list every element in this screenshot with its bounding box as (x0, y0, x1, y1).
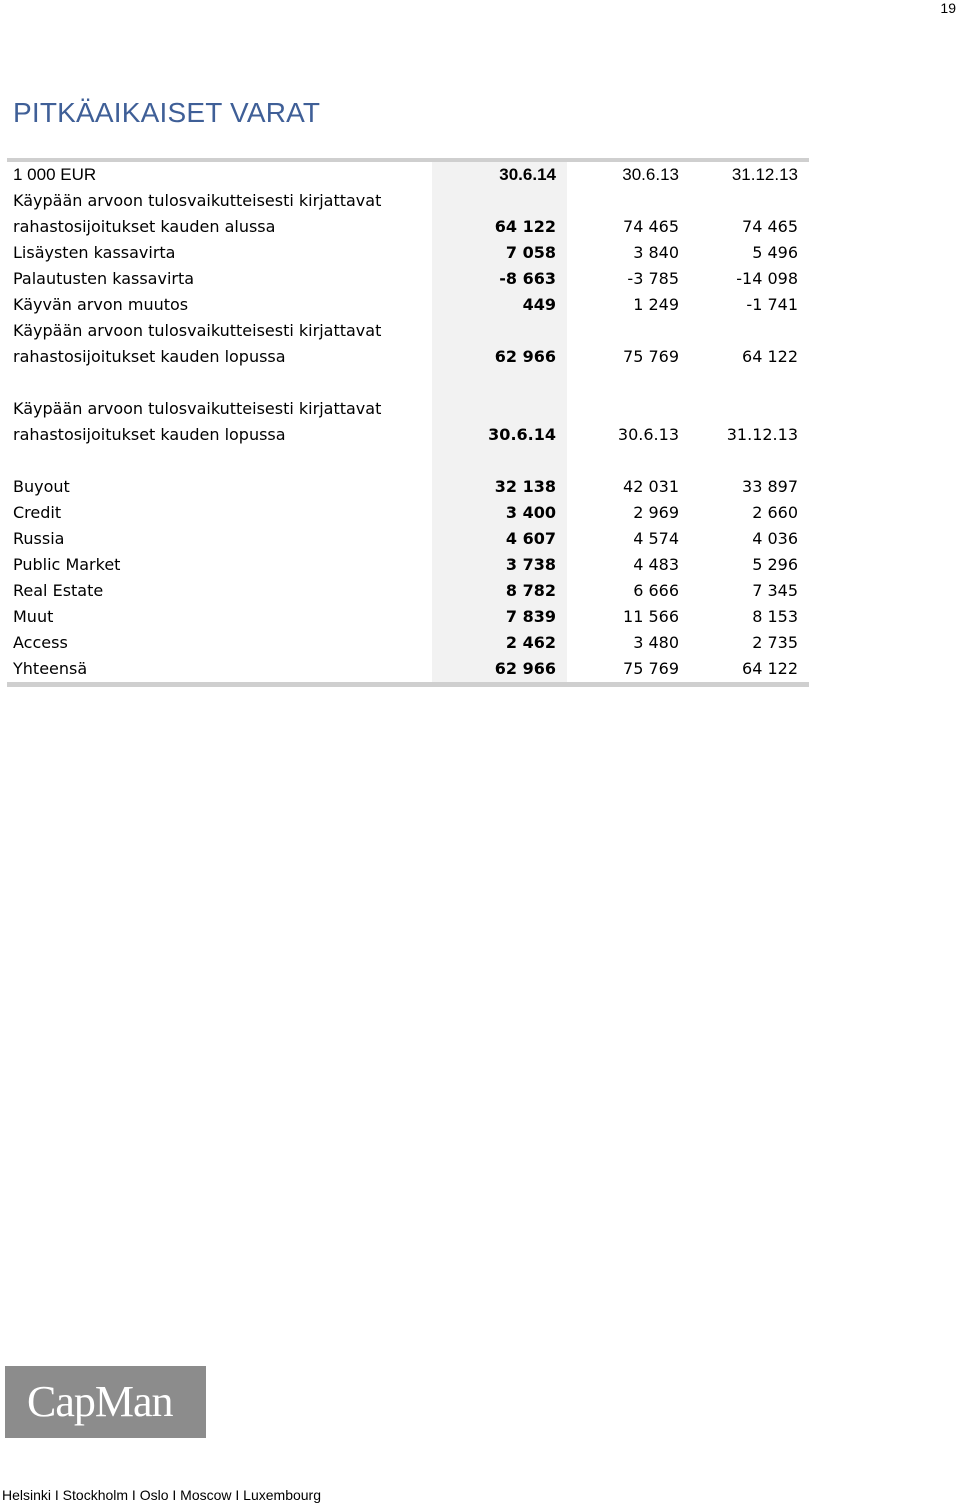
value-30-6-13: 6 666 (633, 581, 679, 600)
row-label: Palautusten kassavirta (13, 269, 195, 288)
table-row (7, 604, 809, 630)
row-label: Käypään arvoon tulosvaikutteisesti kirjattavat (13, 191, 382, 210)
value-30-6-14: 449 (522, 295, 556, 314)
value-30-6-14: 7 839 (505, 607, 556, 626)
value-30-6-14: 62 966 (494, 659, 556, 678)
value-30-6-14: 2 462 (505, 633, 556, 652)
value-31-12-13: -1 741 (746, 295, 798, 314)
value-31-12-13: 64 122 (742, 347, 798, 366)
capman-logo (5, 1366, 206, 1438)
table-row (7, 500, 809, 526)
value-30-6-14: 30.6.14 (488, 425, 556, 444)
table-row (7, 214, 809, 240)
value-30-6-13: 3 840 (633, 243, 679, 262)
value-30-6-13: 42 031 (623, 477, 679, 496)
row-label: 1 000 EUR (13, 165, 97, 184)
value-30-6-14: 7 058 (505, 243, 556, 262)
row-label: Credit (13, 503, 62, 522)
value-30-6-13: 11 566 (623, 607, 679, 626)
value-31-12-13: -14 098 (736, 269, 798, 288)
value-30-6-14: 62 966 (494, 347, 556, 366)
value-31-12-13: 74 465 (742, 217, 798, 236)
table-row (7, 656, 809, 682)
office-locations-footer: Helsinki I Stockholm I Oslo I Moscow I Luxembourg (2, 1487, 322, 1503)
table-row (7, 578, 809, 604)
value-30-6-13: 75 769 (623, 347, 679, 366)
value-31-12-13: 31.12.13 (726, 425, 798, 444)
value-31-12-13: 2 660 (752, 503, 798, 522)
value-30-6-13: -3 785 (627, 269, 679, 288)
value-31-12-13: 2 735 (752, 633, 798, 652)
row-label: Public Market (13, 555, 121, 574)
value-30-6-14: 30.6.14 (499, 165, 556, 184)
row-label: rahastosijoitukset kauden alussa (13, 217, 276, 236)
value-30-6-13: 30.6.13 (622, 165, 679, 184)
table-body (7, 162, 809, 682)
row-label: Real Estate (13, 581, 104, 600)
table-row (7, 526, 809, 552)
value-31-12-13: 4 036 (752, 529, 798, 548)
table-row (7, 370, 809, 396)
table-row (7, 474, 809, 500)
value-30-6-14: 3 738 (505, 555, 556, 574)
table-row (7, 266, 809, 292)
table-row (7, 318, 809, 344)
value-31-12-13: 33 897 (742, 477, 798, 496)
value-30-6-13: 74 465 (623, 217, 679, 236)
table-row (7, 292, 809, 318)
value-30-6-13: 30.6.13 (617, 425, 679, 444)
table-row (7, 396, 809, 422)
row-label: Access (13, 633, 68, 652)
table-row (7, 630, 809, 656)
value-30-6-13: 4 574 (633, 529, 679, 548)
value-30-6-13: 3 480 (633, 633, 679, 652)
row-label: Lisäysten kassavirta (13, 243, 176, 262)
value-30-6-14: 4 607 (505, 529, 556, 548)
value-31-12-13: 31.12.13 (731, 165, 798, 184)
row-label: Käypään arvoon tulosvaikutteisesti kirjattavat (13, 321, 382, 340)
value-30-6-14: -8 663 (499, 269, 556, 288)
value-30-6-13: 1 249 (633, 295, 679, 314)
value-31-12-13: 5 496 (752, 243, 798, 262)
table-row (7, 552, 809, 578)
page-title: PITKÄAIKAISET VARAT (13, 97, 321, 128)
row-label: Yhteensä (13, 659, 88, 678)
row-label: rahastosijoitukset kauden lopussa (13, 425, 286, 444)
value-30-6-13: 4 483 (633, 555, 679, 574)
table-row (7, 240, 809, 266)
row-label: Käyvän arvon muutos (13, 295, 189, 314)
row-label: Russia (13, 529, 65, 548)
table-row (7, 422, 809, 448)
row-label: Muut (13, 607, 54, 626)
value-30-6-14: 3 400 (505, 503, 556, 522)
financial-table (7, 158, 809, 687)
row-label: rahastosijoitukset kauden lopussa (13, 347, 286, 366)
value-31-12-13: 5 296 (752, 555, 798, 574)
value-31-12-13: 64 122 (742, 659, 798, 678)
logo-text: CapMan (27, 1377, 173, 1426)
row-label: Käypään arvoon tulosvaikutteisesti kirjattavat (13, 399, 382, 418)
value-30-6-14: 8 782 (505, 581, 556, 600)
value-31-12-13: 8 153 (752, 607, 798, 626)
value-30-6-14: 32 138 (494, 477, 556, 496)
value-30-6-14: 64 122 (494, 217, 556, 236)
table-row (7, 448, 809, 474)
page-number: 19 (940, 0, 956, 16)
value-30-6-13: 75 769 (623, 659, 679, 678)
table-row (7, 162, 809, 188)
value-30-6-13: 2 969 (633, 503, 679, 522)
row-label: Buyout (13, 477, 70, 496)
value-31-12-13: 7 345 (752, 581, 798, 600)
table-row (7, 188, 809, 214)
table-row (7, 344, 809, 370)
